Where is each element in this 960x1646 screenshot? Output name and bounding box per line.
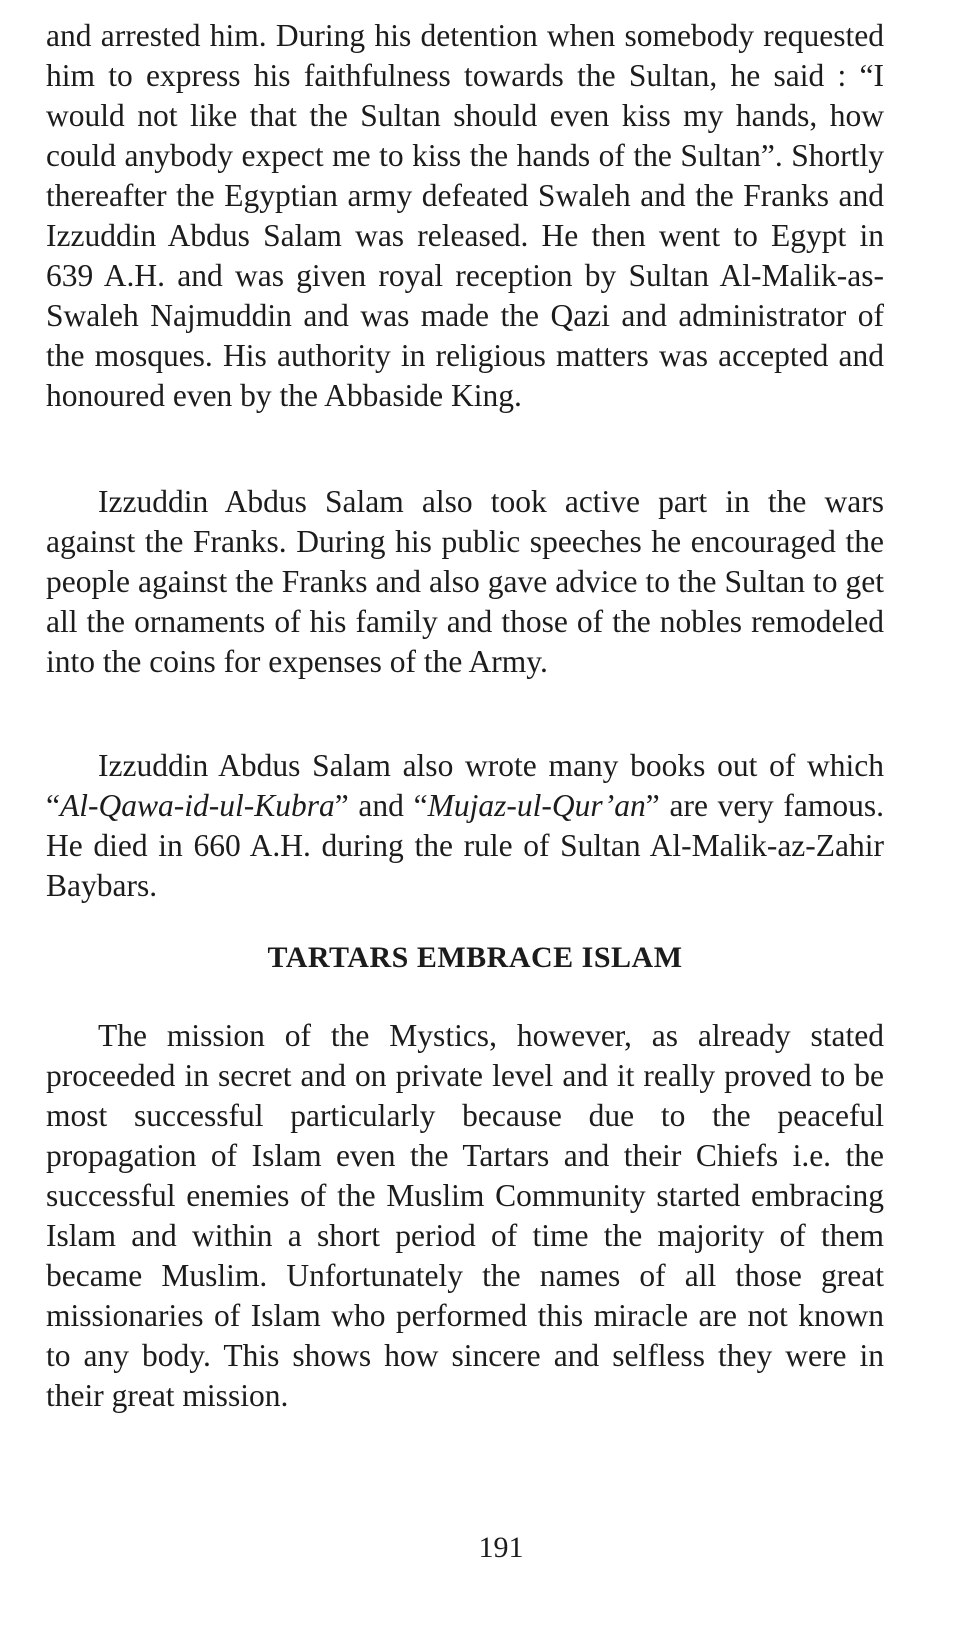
book-title-qawa-id: Al-Qawa-id-ul-Kubra — [59, 788, 335, 823]
book-title-mujaz: Mujaz-ul-Qur’an — [427, 788, 646, 823]
section-heading: TARTARS EMBRACE ISLAM — [267, 941, 683, 974]
page-number: 191 — [478, 1531, 524, 1564]
paragraph-detention-release: and arrested him. During his detention when somebody requested him to express his faithfulness towards the Sultan, he said : “I would not like that the Sultan should even kiss my hands, how could anybody expect me to kiss the hands of the Sultan”. Shortly thereafter the Egyptian army defeated Swaleh and the Franks and Izzuddin Abdus Salam was released. He then went to Egypt in 639 A.H. and was given royal reception by Sultan Al-Malik-as-Swaleh Najmuddin and was made the Qazi and administrator of the mosques. His authority in religious matters was accepted and honoured even by the Abbaside King. — [46, 18, 884, 413]
books-text-middle: ” and “ — [334, 788, 428, 823]
books-text-before: Izzuddin Abdus Salam also wrote many books out of which “ — [46, 748, 884, 823]
paragraph-mission-of-mystics: The mission of the Mystics, however, as already stated proceeded in secret and on private level and it really proved to be most successful particularly because due to the peaceful propagation of Islam even the Tartars and their Chiefs i.e. the successful enemies of the Muslim Community started embracing Islam and within a short period of time the majority of them became Muslim. Unfortunately the names of all those great missionaries of Islam who performed this miracle are not known to any body. This shows how sincere and selfless they were in their great mission. — [46, 1018, 884, 1413]
paragraph-wars-against-franks: Izzuddin Abdus Salam also took active part in the wars against the Franks. During his public speeches he encouraged the people against the Franks and also gave advice to the Sultan to get all the ornaments of his family and those of the nobles remodeled into the coins for expenses of the Army. — [46, 484, 884, 679]
paragraph-books-and-death — [46, 746, 884, 906]
books-text-after: ” are very famous. He died in 660 A.H. during the rule of Sultan Al-Malik-az-Zahir Baybars. — [46, 788, 884, 903]
